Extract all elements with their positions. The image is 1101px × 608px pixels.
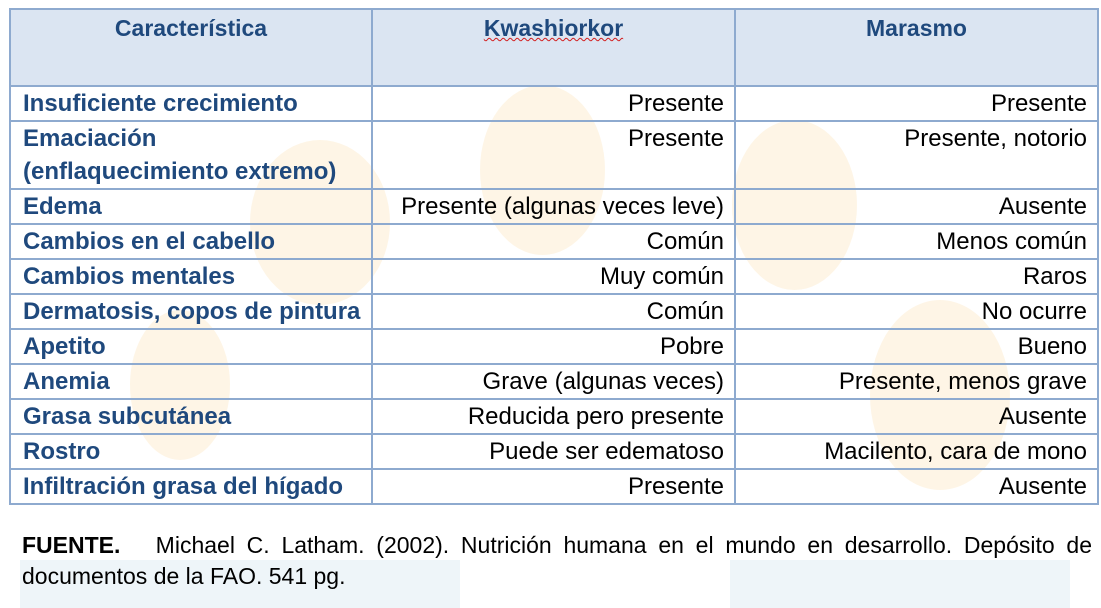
marasmo-cell: Ausente bbox=[735, 469, 1098, 504]
table-header-row bbox=[10, 9, 1098, 86]
header-caracteristica: Característica bbox=[10, 9, 372, 86]
table-row bbox=[10, 224, 1098, 259]
marasmo-cell: Raros bbox=[735, 259, 1098, 294]
source-label: FUENTE. bbox=[22, 532, 121, 558]
feature-cell: Infiltración grasa del hígado bbox=[10, 469, 372, 504]
marasmo-cell: No ocurre bbox=[735, 294, 1098, 329]
feature-cell: Dermatosis, copos de pintura bbox=[10, 294, 372, 329]
marasmo-cell: Ausente bbox=[735, 189, 1098, 224]
kwashiorkor-cell: Presente bbox=[372, 86, 735, 121]
kwashiorkor-cell: Presente bbox=[372, 469, 735, 504]
source-text-line-2: documentos de la FAO. 541 pg. bbox=[22, 563, 346, 589]
kwashiorkor-cell: Puede ser edematoso bbox=[372, 434, 735, 469]
table-row bbox=[10, 329, 1098, 364]
source-line-1 bbox=[22, 530, 1092, 561]
kwashiorkor-cell: Grave (algunas veces) bbox=[372, 364, 735, 399]
feature-cell: Insuficiente crecimiento bbox=[10, 86, 372, 121]
marasmo-cell: Bueno bbox=[735, 329, 1098, 364]
kwashiorkor-cell: Pobre bbox=[372, 329, 735, 364]
marasmo-cell: Macilento, cara de mono bbox=[735, 434, 1098, 469]
table-row bbox=[10, 469, 1098, 504]
table-row bbox=[10, 294, 1098, 329]
header-kwashiorkor-text: Kwashiorkor bbox=[483, 15, 624, 41]
table-row bbox=[10, 364, 1098, 399]
kwashiorkor-cell: Común bbox=[372, 294, 735, 329]
comparison-table bbox=[9, 8, 1099, 505]
source-text-line-1: Michael C. Latham. (2002). Nutrición humana en el mundo en desarrollo. Depósito de bbox=[155, 532, 1092, 558]
table-row bbox=[10, 399, 1098, 434]
marasmo-cell: Presente bbox=[735, 86, 1098, 121]
source-citation bbox=[22, 530, 1092, 592]
kwashiorkor-cell: Presente bbox=[372, 121, 735, 189]
table-row bbox=[10, 189, 1098, 224]
feature-cell: Edema bbox=[10, 189, 372, 224]
header-kwashiorkor bbox=[372, 9, 735, 86]
feature-cell: Grasa subcutánea bbox=[10, 399, 372, 434]
marasmo-cell: Presente, menos grave bbox=[735, 364, 1098, 399]
header-marasmo: Marasmo bbox=[735, 9, 1098, 86]
marasmo-cell: Presente, notorio bbox=[735, 121, 1098, 189]
table-row bbox=[10, 259, 1098, 294]
table-row bbox=[10, 121, 1098, 189]
table-row bbox=[10, 434, 1098, 469]
table-row bbox=[10, 86, 1098, 121]
feature-cell: Apetito bbox=[10, 329, 372, 364]
feature-cell: Cambios mentales bbox=[10, 259, 372, 294]
marasmo-cell: Menos común bbox=[735, 224, 1098, 259]
feature-cell: Cambios en el cabello bbox=[10, 224, 372, 259]
kwashiorkor-cell: Presente (algunas veces leve) bbox=[372, 189, 735, 224]
feature-cell: Emaciación (enflaquecimiento extremo) bbox=[10, 121, 372, 189]
marasmo-cell: Ausente bbox=[735, 399, 1098, 434]
kwashiorkor-cell: Reducida pero presente bbox=[372, 399, 735, 434]
feature-cell: Anemia bbox=[10, 364, 372, 399]
kwashiorkor-cell: Muy común bbox=[372, 259, 735, 294]
feature-cell: Rostro bbox=[10, 434, 372, 469]
kwashiorkor-cell: Común bbox=[372, 224, 735, 259]
